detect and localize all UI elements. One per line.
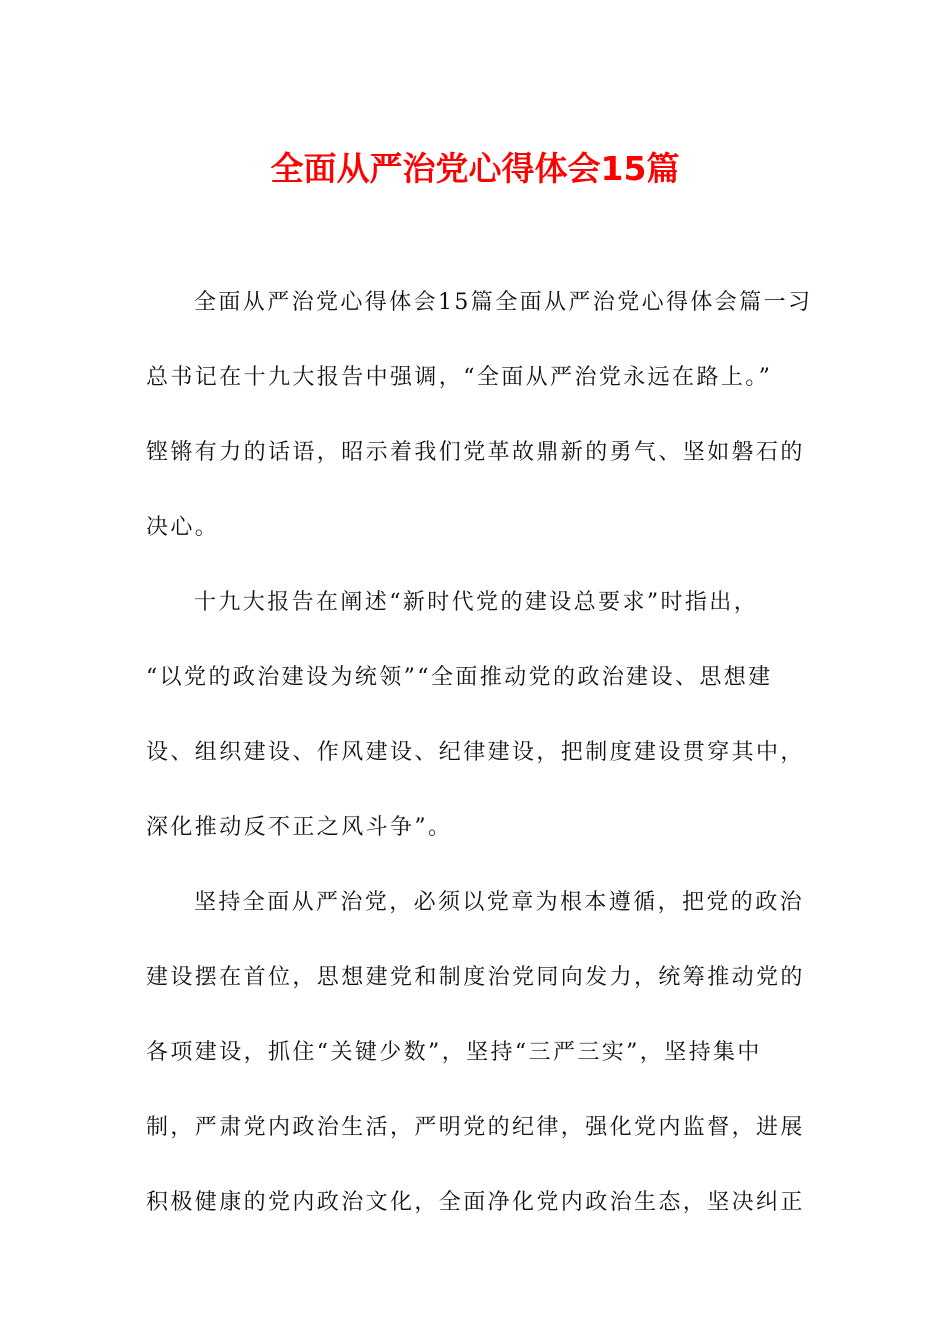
text-line: 各项建设，抓住“关键少数”，坚持“三严三实”，坚持集中 (146, 1040, 762, 1065)
text-line: 积极健康的党内政治文化，全面净化党内政治生态，坚决纠正 (146, 1190, 805, 1215)
text-line: 制，严肃党内政治生活，严明党的纪律，强化党内监督，进展 (146, 1115, 805, 1140)
paragraph-3 (146, 874, 806, 1249)
paragraph-1 (146, 274, 813, 574)
text-line: 总书记在十九大报告中强调，“全面从严治党永远在路上。” (146, 365, 773, 390)
text-line: 建设摆在首位，思想建党和制度治党同向发力，统筹推动党的 (146, 965, 805, 990)
text-line: 铿锵有力的话语，昭示着我们党革故鼎新的勇气、坚如磐石的 (146, 440, 805, 465)
paragraph-2 (146, 574, 806, 874)
text-line: 决心。 (146, 515, 220, 540)
text-line: 深化推动反不正之风斗争”。 (146, 815, 453, 840)
text-line: 全面从严治党心得体会15篇全面从严治党心得体会篇一习 (194, 290, 813, 315)
text-line: 坚持全面从严治党，必须以党章为根本遵循，把党的政治 (194, 890, 805, 915)
text-line: 十九大报告在阐述“新时代党的建设总要求”时指出， (194, 590, 759, 615)
document-title: 全面从严治党心得体会15篇 (270, 149, 680, 188)
document-body (146, 274, 813, 1249)
text-line: “以党的政治建设为统领”“全面推动党的政治建设、思想建 (146, 665, 773, 690)
text-line: 设、组织建设、作风建设、纪律建设，把制度建设贯穿其中， (146, 740, 805, 765)
